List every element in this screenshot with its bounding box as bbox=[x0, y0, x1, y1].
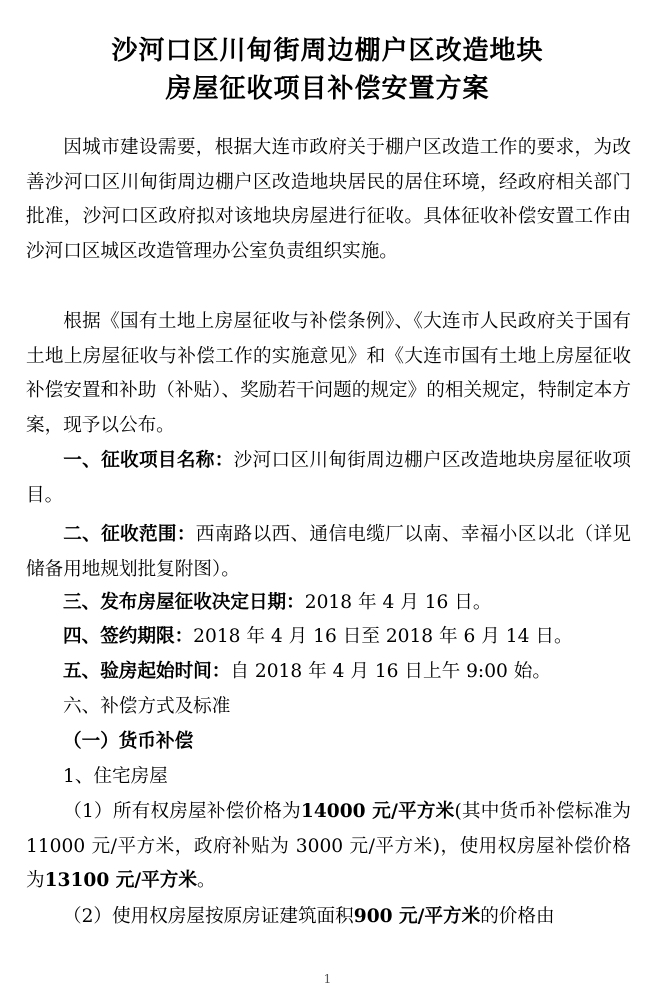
section-3-text: 2018 年 4 月 16 日。 bbox=[304, 592, 492, 613]
section-4-line bbox=[26, 620, 655, 655]
section-6-heading: 六、补偿方式及标准 bbox=[63, 696, 231, 717]
section-4-text: 2018 年 4 月 16 日至 2018 年 6 月 14 日。 bbox=[193, 626, 573, 647]
basis-paragraph: 根据《国有土地上房屋征收与补偿条例》、《大连市人民政府关于国有土地上房屋征收与补偿工作的实施意见》和《大连市国有土地上房屋征收补偿安置和补助（补贴）、奖励若干问题的规定》的相关规定，特制定本方案，现予以公布。 bbox=[26, 311, 631, 437]
item-2-price: 900 元/平方米 bbox=[353, 906, 481, 927]
section-1-paragraph bbox=[26, 444, 631, 513]
document-title-line-1: 沙河口区川甸街周边棚户区改造地块 bbox=[111, 36, 544, 66]
section-5-label: 五、验房起始时间： bbox=[63, 661, 231, 682]
item-2-part-3: 的价格由 bbox=[480, 906, 555, 927]
intro-paragraph: 因城市建设需要，根据大连市政府关于棚户区改造工作的要求，为改善沙河口区川甸街周边棚户区改造地块居民的居住环境，经政府相关部门批准，沙河口区政府拟对该地块房屋进行征收。具体征收补偿安置工作由沙河口区城区改造管理办公室负责组织实施。 bbox=[26, 137, 631, 263]
section-2-label: 二、征收范围： bbox=[63, 524, 196, 545]
page-number: 1 bbox=[323, 972, 332, 986]
item-1-paragraph bbox=[26, 795, 631, 899]
section-2-text: 西南路以西、通信电缆厂以南、幸福小区以北（详见储备用地规划批复附图）。 bbox=[26, 524, 631, 580]
item-1-ownership-price: 14000 元/平方米 bbox=[300, 801, 455, 822]
subsection-monetary-compensation: （一）货币补偿 bbox=[63, 731, 194, 752]
section-1-label: 一、征收项目名称： bbox=[63, 450, 234, 471]
document-title-line-2: 房屋征收项目补偿安置方案 bbox=[165, 74, 490, 104]
item-2-line bbox=[26, 900, 655, 935]
section-1-text: 沙河口区川甸街周边棚户区改造地块房屋征收项目。 bbox=[26, 450, 631, 506]
subsection-residential-housing: 1、住宅房屋 bbox=[63, 766, 168, 787]
item-1-part-1: （1）所有权房屋补偿价格为 bbox=[63, 801, 301, 822]
section-3-line bbox=[26, 586, 655, 621]
item-2-part-1: （2）使用权房屋按原房证建筑面积 bbox=[63, 906, 354, 927]
section-5-text: 自 2018 年 4 月 16 日上午 9:00 始。 bbox=[230, 661, 551, 682]
item-1-use-right-price: 13100 元/平方米 bbox=[44, 870, 197, 892]
section-3-label: 三、发布房屋征收决定日期： bbox=[63, 592, 305, 613]
section-5-line bbox=[26, 655, 655, 690]
section-2-paragraph bbox=[26, 518, 631, 587]
section-4-label: 四、签约期限： bbox=[63, 626, 194, 647]
item-1-part-3: (其中货币补偿标准为 11000 元/平方米，政府补贴为 3000 元/平方米)，使用权房屋补偿价格为 bbox=[26, 801, 631, 892]
item-1-part-5: 。 bbox=[196, 870, 216, 892]
